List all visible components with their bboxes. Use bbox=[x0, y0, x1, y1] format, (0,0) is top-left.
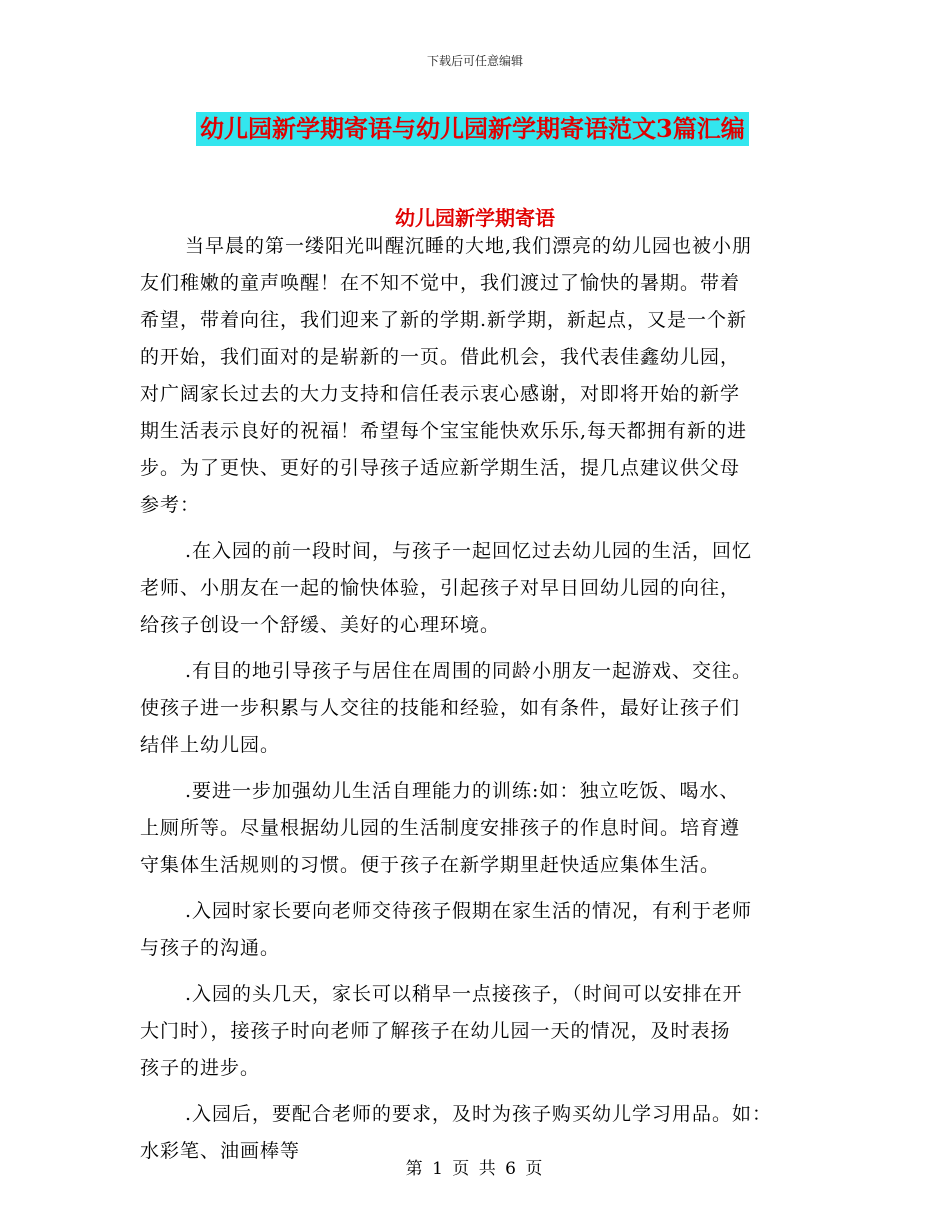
body-line: .入园时家长要向老师交待孩子假期在家生活的情况，有利于老师 bbox=[185, 900, 753, 922]
body-line: 水彩笔、油画棒等 bbox=[140, 1140, 301, 1162]
body-line: 上厕所等。尽量根据幼儿园的生活制度安排孩子的作息时间。培育遵 bbox=[140, 817, 741, 839]
body-line: .入园的头几天，家长可以稍早一点接孩子，（时间可以安排在开 bbox=[185, 983, 743, 1005]
body-line: 结伴上幼儿园。 bbox=[140, 734, 281, 756]
body-line: .在入园的前一段时间，与孩子一起回忆过去幼儿园的生活，回忆 bbox=[185, 540, 753, 562]
page-footer: 第 1 页 共 6 页 bbox=[405, 1159, 545, 1179]
body-line: 友们稚嫩的童声唤醒！在不知不觉中，我们渡过了愉快的暑期。带着 bbox=[140, 272, 741, 294]
body-line: 希望，带着向往，我们迎来了新的学期.新学期，新起点，又是一个新 bbox=[140, 309, 748, 331]
body-line: 孩子的进步。 bbox=[140, 1057, 261, 1079]
body-line: 期生活表示良好的祝福！希望每个宝宝能快欢乐乐,每天都拥有新的进 bbox=[140, 420, 748, 442]
body-line: 对广阔家长过去的大力支持和信任表示衷心感谢，对即将开始的新学 bbox=[140, 383, 741, 405]
body-line: 给孩子创设一个舒缓、美好的心理环境。 bbox=[140, 614, 501, 636]
body-line: .要进一步加强幼儿生活自理能力的训练:如：独立吃饭、喝水、 bbox=[185, 780, 740, 802]
body-line: 使孩子进一步积累与人交往的技能和经验，如有条件，最好让孩子们 bbox=[140, 697, 741, 719]
body-line: 老师、小朋友在一起的愉快体验，引起孩子对早日回幼儿园的向往， bbox=[140, 577, 741, 599]
header-note: 下载后可任意编辑 bbox=[426, 54, 523, 68]
body-line: .入园后，要配合老师的要求，及时为孩子购买幼儿学习用品。如： bbox=[185, 1103, 773, 1125]
body-line: 大门时），接孩子时向老师了解孩子在幼儿园一天的情况，及时表扬 bbox=[140, 1020, 731, 1042]
body-line: 的开始，我们面对的是崭新的一页。借此机会，我代表佳鑫幼儿园， bbox=[140, 346, 741, 368]
body-line: .有目的地引导孩子与居住在周围的同龄小朋友一起游戏、交往。 bbox=[185, 660, 753, 682]
body-line: 当早晨的第一缕阳光叫醒沉睡的大地,我们漂亮的幼儿园也被小朋 bbox=[185, 235, 753, 257]
body-line: 步。为了更快、更好的引导孩子适应新学期生活，提几点建议供父母 bbox=[140, 457, 741, 479]
body-text bbox=[140, 228, 820, 1170]
body-line: 与孩子的沟通。 bbox=[140, 937, 281, 959]
document-title: 幼儿园新学期寄语与幼儿园新学期寄语范文3篇汇编 bbox=[196, 112, 749, 146]
section-title: 幼儿园新学期寄语 bbox=[395, 206, 555, 230]
body-line: 守集体生活规则的习惯。便于孩子在新学期里赶快适应集体生活。 bbox=[140, 854, 721, 876]
body-line: 参考： bbox=[140, 494, 201, 516]
